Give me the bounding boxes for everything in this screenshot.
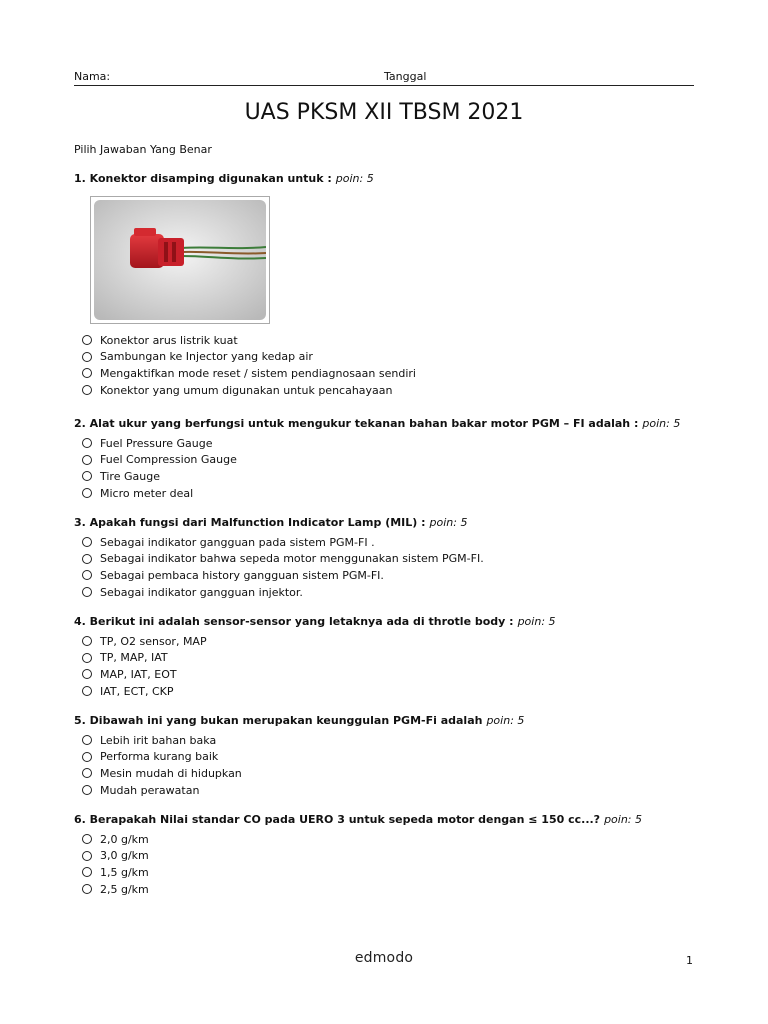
radio-button[interactable]: [82, 488, 92, 498]
option[interactable]: Mudah perawatan: [82, 782, 714, 799]
question-points: poin: 5: [429, 516, 468, 529]
radio-button[interactable]: [82, 368, 92, 378]
option[interactable]: Micro meter deal: [82, 485, 714, 502]
question-4: [74, 615, 714, 699]
option[interactable]: Tire Gauge: [82, 468, 714, 485]
date-label: Tanggal: [384, 70, 427, 83]
page-title: UAS PKSM XII TBSM 2021: [244, 100, 524, 125]
options-list: [82, 435, 714, 501]
options-list: [82, 534, 714, 600]
radio-button[interactable]: [82, 669, 92, 679]
option[interactable]: Mesin mudah di hidupkan: [82, 765, 714, 782]
radio-button[interactable]: [82, 587, 92, 597]
question-title: 2. Alat ukur yang berfungsi untuk mengukur tekanan bahan bakar motor PGM – FI adalah : poin: 5: [74, 417, 681, 430]
option[interactable]: 2,0 g/km: [82, 831, 714, 848]
options-list: [82, 332, 714, 398]
option[interactable]: Konektor arus listrik kuat: [82, 332, 714, 349]
option[interactable]: TP, O2 sensor, MAP: [82, 633, 714, 650]
option[interactable]: Fuel Compression Gauge: [82, 452, 714, 469]
question-points: poin: 5: [335, 172, 374, 185]
option[interactable]: Konektor yang umum digunakan untuk pencahayaan: [82, 382, 714, 399]
radio-button[interactable]: [82, 834, 92, 844]
option[interactable]: 3,0 g/km: [82, 848, 714, 865]
radio-button[interactable]: [82, 352, 92, 362]
option[interactable]: 1,5 g/km: [82, 864, 714, 881]
radio-button[interactable]: [82, 768, 92, 778]
option[interactable]: Sebagai pembaca history gangguan sistem PGM-FI.: [82, 567, 714, 584]
option[interactable]: Performa kurang baik: [82, 749, 714, 766]
radio-button[interactable]: [82, 438, 92, 448]
option[interactable]: MAP, IAT, EOT: [82, 666, 714, 683]
radio-button[interactable]: [82, 686, 92, 696]
question-3: [74, 516, 714, 600]
option[interactable]: Mengaktifkan mode reset / sistem pendiagnosaan sendiri: [82, 365, 714, 382]
option[interactable]: TP, MAP, IAT: [82, 650, 714, 667]
question-5: [74, 714, 714, 798]
option[interactable]: Sebagai indikator bahwa sepeda motor menggunakan sistem PGM-FI.: [82, 551, 714, 568]
instruction-text: Pilih Jawaban Yang Benar: [74, 143, 212, 156]
option[interactable]: Sambungan ke Injector yang kedap air: [82, 349, 714, 366]
option[interactable]: Fuel Pressure Gauge: [82, 435, 714, 452]
option[interactable]: Sebagai indikator gangguan injektor.: [82, 584, 714, 601]
question-1: [74, 172, 714, 398]
radio-button[interactable]: [82, 335, 92, 345]
option[interactable]: Sebagai indikator gangguan pada sistem PGM-FI .: [82, 534, 714, 551]
radio-button[interactable]: [82, 554, 92, 564]
radio-button[interactable]: [82, 752, 92, 762]
question-points: poin: 5: [486, 714, 525, 727]
connector-image: [90, 196, 270, 324]
options-list: [82, 831, 714, 897]
question-title: 4. Berikut ini adalah sensor-sensor yang letaknya ada di throtle body : poin: 5: [74, 615, 556, 628]
radio-button[interactable]: [82, 851, 92, 861]
question-2: [74, 417, 714, 501]
radio-button[interactable]: [82, 785, 92, 795]
question-6: [74, 813, 714, 897]
radio-button[interactable]: [82, 385, 92, 395]
page-number: 1: [686, 954, 693, 967]
radio-button[interactable]: [82, 636, 92, 646]
page-header: [74, 70, 694, 86]
options-list: [82, 732, 714, 798]
option[interactable]: Lebih irit bahan baka: [82, 732, 714, 749]
question-points: poin: 5: [517, 615, 556, 628]
question-points: poin: 5: [604, 813, 643, 826]
radio-button[interactable]: [82, 735, 92, 745]
question-title: 1. Konektor disamping digunakan untuk : poin: 5: [74, 172, 374, 185]
question-title: 6. Berapakah Nilai standar CO pada UERO 3 untuk sepeda motor dengan ≤ 150 cc...? poin: 5: [74, 813, 643, 826]
radio-button[interactable]: [82, 653, 92, 663]
connector-illustration: [94, 200, 266, 320]
edmodo-logo: edmodo: [354, 950, 414, 966]
option[interactable]: IAT, ECT, CKP: [82, 683, 714, 700]
radio-button[interactable]: [82, 867, 92, 877]
radio-button[interactable]: [82, 455, 92, 465]
options-list: [82, 633, 714, 699]
radio-button[interactable]: [82, 884, 92, 894]
question-points: poin: 5: [642, 417, 681, 430]
radio-button[interactable]: [82, 570, 92, 580]
radio-button[interactable]: [82, 537, 92, 547]
radio-button[interactable]: [82, 471, 92, 481]
question-title: 5. Dibawah ini yang bukan merupakan keunggulan PGM-Fi adalah poin: 5: [74, 714, 525, 727]
question-title: 3. Apakah fungsi dari Malfunction Indicator Lamp (MIL) : poin: 5: [74, 516, 468, 529]
name-label: Nama:: [74, 70, 111, 83]
option[interactable]: 2,5 g/km: [82, 881, 714, 898]
